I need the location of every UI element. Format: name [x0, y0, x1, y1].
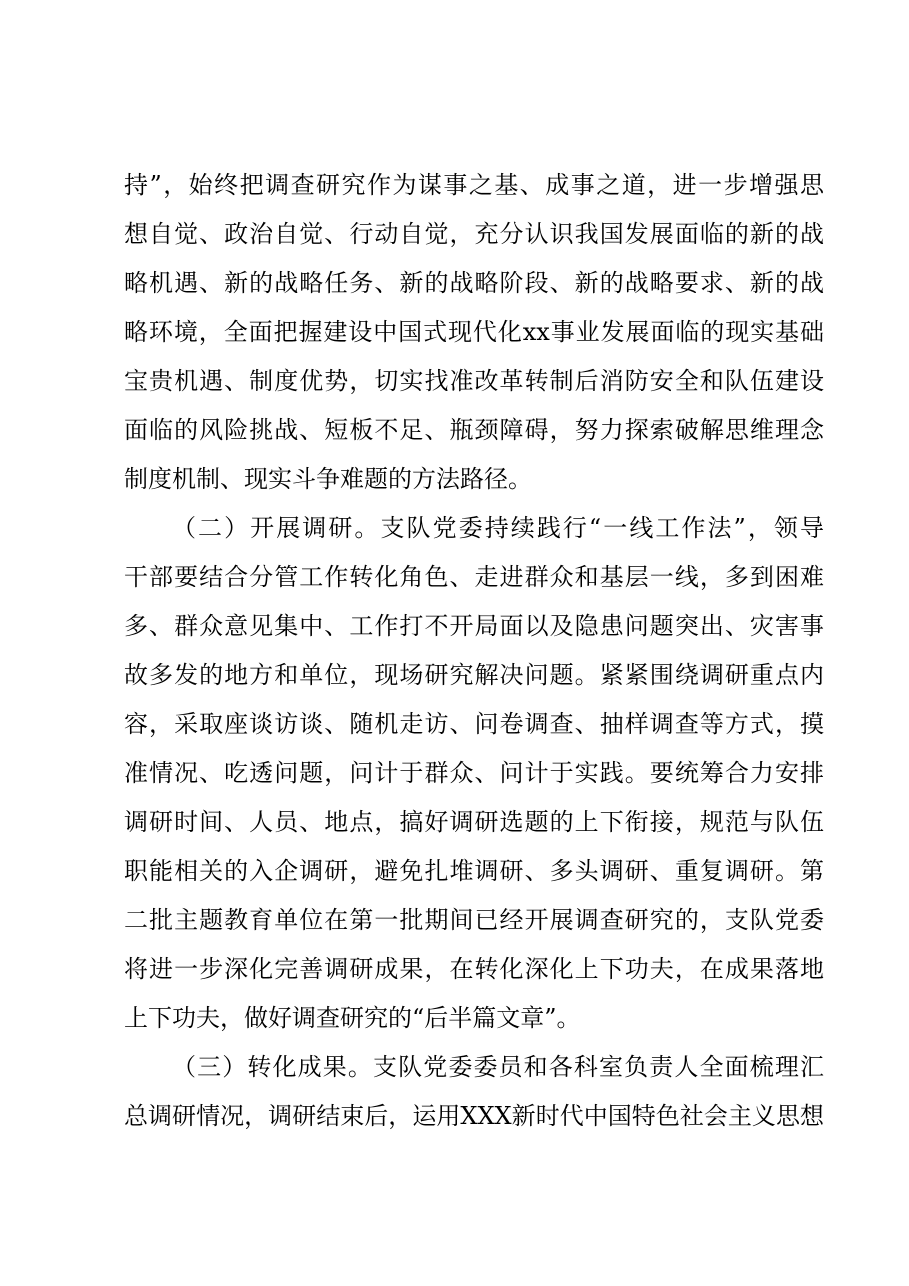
section-heading-line: （二）开展调研。支队党委持续践行“一线工作法”，领导 [172, 514, 824, 542]
text-line: 多、群众意见集中、工作打不开局面以及隐患问题突出、灾害事 [124, 612, 824, 640]
text-line: 故多发的地方和单位，现场研究解决问题。紧紧围绕调研重点内 [124, 661, 824, 689]
text-line: 总调研情况，调研结束后，运用XXX新时代中国特色社会主义思想 [124, 1102, 824, 1130]
text-line: 二批主题教育单位在第一批期间已经开展调查研究的，支队党委 [124, 906, 824, 934]
text-line: 面临的风险挑战、短板不足、瓶颈障碍，努力探索破解思维理念 [124, 416, 824, 444]
text-line: 上下功夫，做好调查研究的“后半篇文章”。 [124, 1004, 581, 1032]
text-line: 调研时间、人员、地点，搞好调研选题的上下衔接，规范与队伍 [124, 808, 824, 836]
text-line: 将进一步深化完善调研成果，在转化深化上下功夫，在成果落地 [124, 955, 824, 983]
section-heading-line: （三）转化成果。支队党委委员和各科室负责人全面梳理汇 [172, 1053, 824, 1081]
text-line: 持”，始终把调查研究作为谋事之基、成事之道，进一步增强思 [124, 171, 824, 199]
text-line: 职能相关的入企调研，避免扎堆调研、多头调研、重复调研。第 [124, 857, 824, 885]
text-line: 准情况、吃透问题，问计于群众、问计于实践。要统筹合力安排 [124, 759, 824, 787]
text-line: 略环境，全面把握建设中国式现代化xx事业发展面临的现实基础 [124, 318, 824, 346]
text-line: 容，采取座谈访谈、随机走访、问卷调查、抽样调查等方式，摸 [124, 710, 824, 738]
text-line: 略机遇、新的战略任务、新的战略阶段、新的战略要求、新的战 [124, 269, 824, 297]
text-line: 干部要结合分管工作转化角色、走进群众和基层一线，多到困难 [124, 563, 824, 591]
text-line: 宝贵机遇、制度优势，切实找准改革转制后消防安全和队伍建设 [124, 367, 824, 395]
text-line: 制度机制、现实斗争难题的方法路径。 [124, 465, 532, 493]
text-line: 想自觉、政治自觉、行动自觉，充分认识我国发展面临的新的战 [124, 220, 824, 248]
